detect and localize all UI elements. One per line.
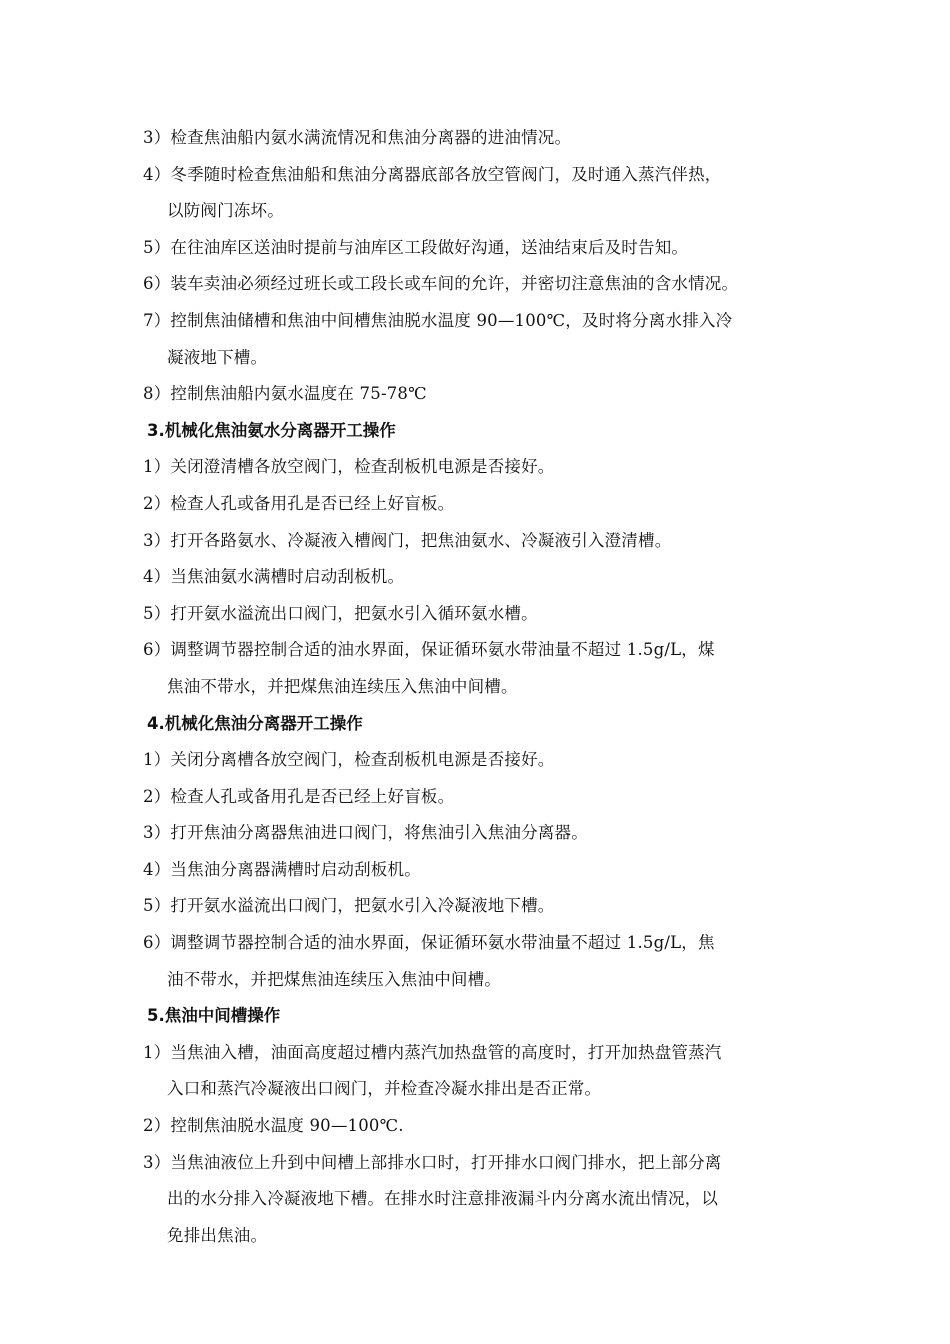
text-line: 3）检查焦油船内氨水满流情况和焦油分离器的进油情况。 <box>143 128 572 147</box>
text-line: 6）装车卖油必须经过班长或工段长或车间的允许，并密切注意焦油的含水情况。 <box>143 274 739 294</box>
text-line: 1）当焦油入槽，油面高度超过槽内蒸汽加热盘管的高度时，打开加热盘管蒸汽 <box>143 1042 722 1062</box>
text-line: 2）控制焦油脱水温度 90—100℃. <box>143 1116 404 1136</box>
document-body <box>143 120 823 1254</box>
text-line: 6）调整调节器控制合适的油水界面，保证循环氨水带油量不超过 1.5g/L，煤 <box>143 640 715 660</box>
text-line-continuation: 出的水分排入冷凝液地下槽。在排水时注意排液漏斗内分离水流出情况，以 <box>167 1189 719 1209</box>
section-heading: 3.机械化焦油氨水分离器开工操作 <box>147 420 396 440</box>
text-line: 5）打开氨水溢流出口阀门，把氨水引入循环氨水槽。 <box>143 603 538 623</box>
text-line: 6）调整调节器控制合适的油水界面，保证循环氨水带油量不超过 1.5g/L，焦 <box>143 933 715 953</box>
text-line: 4）冬季随时检查焦油船和焦油分离器底部各放空管阀门，及时通入蒸汽伴热， <box>143 164 722 184</box>
text-line: 2）检查人孔或备用孔是否已经上好盲板。 <box>143 786 455 806</box>
text-line-continuation: 免排出焦油。 <box>167 1225 268 1245</box>
text-line: 2）检查人孔或备用孔是否已经上好盲板。 <box>143 493 455 513</box>
section-heading: 5.焦油中间槽操作 <box>147 1006 281 1026</box>
text-line: 3）打开各路氨水、冷凝液入槽阀门，把焦油氨水、冷凝液引入澄清槽。 <box>143 530 672 550</box>
text-line-continuation: 以防阀门冻坏。 <box>167 201 284 221</box>
text-line-continuation: 凝液地下槽。 <box>167 347 268 367</box>
text-line-continuation: 油不带水，并把煤焦油连续压入焦油中间槽。 <box>167 969 501 989</box>
text-line-continuation: 入口和蒸汽冷凝液出口阀门，并检查冷凝水排出是否正常。 <box>167 1079 602 1099</box>
text-line: 5）在往油库区送油时提前与油库区工段做好沟通，送油结束后及时告知。 <box>143 237 689 257</box>
text-line: 8）控制焦油船内氨水温度在 75-78℃ <box>143 384 427 404</box>
text-line-continuation: 焦油不带水，并把煤焦油连续压入焦油中间槽。 <box>167 676 518 696</box>
text-line: 1）关闭分离槽各放空阀门，检查刮板机电源是否接好。 <box>143 750 555 770</box>
text-line: 7）控制焦油储槽和焦油中间槽焦油脱水温度 90—100℃，及时将分离水排入冷 <box>143 310 733 330</box>
section-heading: 4.机械化焦油分离器开工操作 <box>147 713 363 733</box>
text-line: 3）打开焦油分离器焦油进口阀门，将焦油引入焦油分离器。 <box>143 823 588 843</box>
text-line: 1）关闭澄清槽各放空阀门，检查刮板机电源是否接好。 <box>143 457 555 477</box>
text-line: 4）当焦油氨水满槽时启动刮板机。 <box>143 567 405 587</box>
text-line: 4）当焦油分离器满槽时启动刮板机。 <box>143 859 421 879</box>
text-line: 5）打开氨水溢流出口阀门，把氨水引入冷凝液地下槽。 <box>143 896 555 916</box>
text-line: 3）当焦油液位上升到中间槽上部排水口时，打开排水口阀门排水，把上部分离 <box>143 1152 722 1172</box>
